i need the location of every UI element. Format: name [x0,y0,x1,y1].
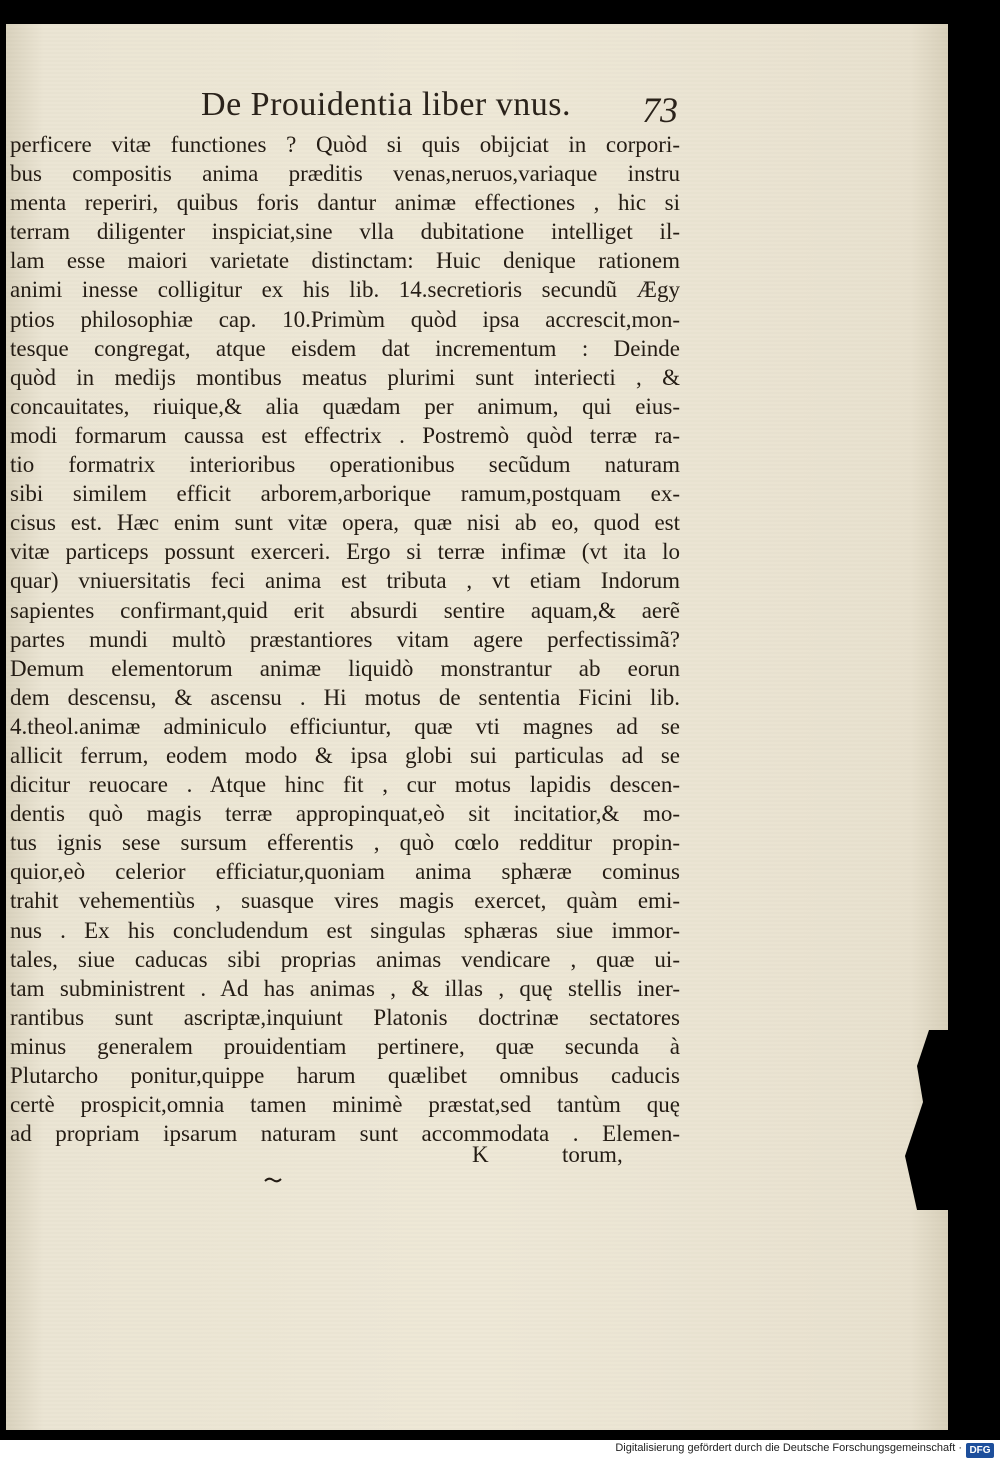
catchword: torum, [562,1142,623,1167]
dfg-logo: DFG [966,1443,994,1458]
funding-note: Digitalisierung gefördert durch die Deutsche Forschungsgemeinschaft · [615,1442,962,1454]
text-line: tesque congregat, atque eisdem dat incrementum : Deinde [10,335,680,361]
text-line: partes mundi multò præstantiores vitam agere perfectissimã? [10,626,680,652]
text-line: sapientes confirmant,quid erit absurdi sentire aquam,& aerẽ [10,597,680,623]
text-line: sibi similem efficit arborem,arborique ramum,postquam ex- [10,481,680,507]
text-line: tam subministrent . Ad has animas , & illas , quę stellis iner- [10,975,680,1001]
text-line: lam esse maiori varietate distinctam: Huic denique rationem [10,248,680,274]
text-line: dicitur reuocare . Atque hinc fit , cur motus lapidis descen- [10,772,680,798]
catchwords-line [472,1142,632,1168]
text-line: vitæ particeps possunt exerceri. Ergo si terræ infimæ (vt ita lo [10,539,680,565]
text-line: dentis quò magis terræ appropinquat,eò sit incitatior,& mo- [10,801,680,827]
text-line: nus . Ex his concludendum est singulas sphæras siue immor- [10,917,680,943]
text-line: dem descensu, & ascensu . Hi motus de sententia Ficini lib. [10,684,680,710]
text-line: 4.theol.animæ adminiculo efficiuntur, quæ vti magnes ad se [10,713,680,739]
text-line: tus ignis sese sursum efferentis , quò cœlo redditur propin- [10,830,680,856]
text-line: trahit vehementiùs , suasque vires magis exercet, quàm emi- [10,888,680,914]
text-line: terram diligenter inspiciat,sine vlla dubitatione intelliget il- [10,219,680,245]
text-line: allicit ferrum, eodem modo & ipsa globi sui particulas ad se [10,742,680,768]
text-line: bus compositis anima præditis venas,neruos,variaque instru [10,161,680,187]
text-line: menta reperiri, quibus foris dantur animæ effectiones , hic si [10,190,680,216]
text-line: rantibus sunt ascriptæ,inquiunt Platonis doctrinæ sectatores [10,1004,680,1030]
text-line: ad propriam ipsarum naturam sunt accommodata . Elemen- [10,1121,680,1147]
text-line: tales, siue caducas sibi proprias animas vendicare , quæ ui- [10,946,680,972]
book-page [6,24,948,1430]
text-line: Plutarcho ponitur,quippe harum quælibet omnibus caducis [10,1063,680,1088]
text-line: minus generalem prouidentiam pertinere, quæ secunda à [10,1033,680,1059]
text-line: tio formatrix interioribus operationibus secũdum naturam [10,452,680,478]
text-line: cisus est. Hæc enim sunt vitæ opera, quæ nisi ab eo, quod est [10,510,680,536]
ink-blot-icon [264,1176,282,1184]
body-text [10,130,680,1148]
text-line: ptios philosophiæ cap. 10.Primùm quòd ipsa accrescit,mon- [10,306,680,332]
page-number: 73 [642,90,678,130]
text-line: perficere vitæ functiones ? Quòd si quis obijciat in corpori- [10,132,680,157]
running-head: De Prouidentia liber vnus. [201,86,571,123]
text-line: certè prospicit,omnia tamen minimè præstat,sed tantùm quę [10,1092,680,1118]
text-line: concauitates, riuique,& alia quædam per animum, qui eius- [10,393,680,419]
text-line: quar) vniuersitatis feci anima est tributa , vt etiam Indorum [10,568,680,594]
text-line: animi inesse colligitur ex his lib. 14.secretioris secundũ Ægy [10,277,680,303]
text-line: quior,eò celerior efficiatur,quoniam anima sphæræ cominus [10,859,680,885]
text-line: quòd in medijs montibus meatus plurimi sunt interiecti , & [10,364,680,390]
footer-bar [0,1440,1000,1462]
text-line: Demum elementorum animæ liquidò monstrantur ab eorun [10,655,680,681]
signature-mark: K [472,1142,489,1167]
text-line: modi formarum caussa est effectrix . Postremò quòd terræ ra- [10,422,680,448]
